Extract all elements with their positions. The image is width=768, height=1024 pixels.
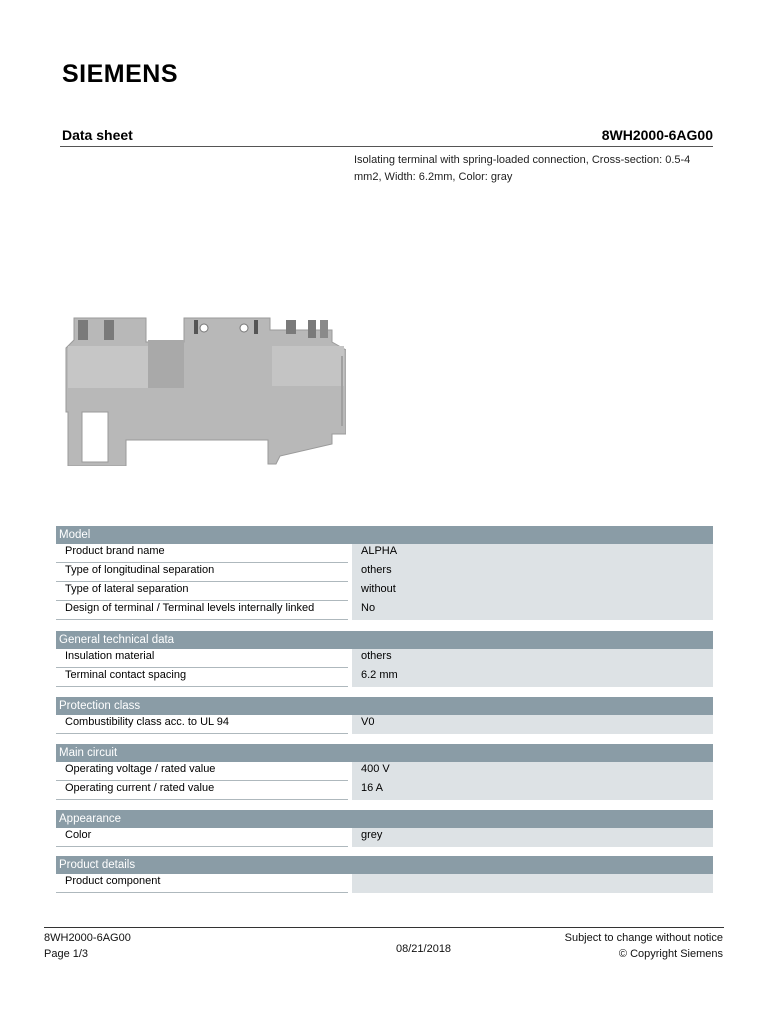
siemens-logo: SIEMENS	[62, 60, 179, 88]
footer-notice: Subject to change without notice	[564, 932, 723, 944]
footer-left	[44, 930, 131, 962]
footer-copyright: © Copyright Siemens	[618, 948, 723, 960]
row-value: 400 V	[352, 762, 713, 781]
terminal-block-image	[64, 316, 346, 466]
row-label: Operating current / rated value	[56, 781, 348, 800]
row-label: Design of terminal / Terminal levels internally linked	[56, 601, 348, 620]
row-label: Color	[56, 828, 348, 847]
section-header: General technical data	[56, 631, 713, 649]
page-title: Data sheet	[62, 127, 133, 143]
table-row	[56, 828, 713, 847]
row-label: Insulation material	[56, 649, 348, 668]
section-header: Product details	[56, 856, 713, 874]
product-description: Isolating terminal with spring-loaded connection, Cross-section: 0.5-4 mm2, Width: 6.2mm, Color: gray	[354, 154, 691, 183]
table-row	[56, 544, 713, 563]
section-header: Protection class	[56, 697, 713, 715]
row-label: Combustibility class acc. to UL 94	[56, 715, 348, 734]
table-row	[56, 649, 713, 668]
table-row	[56, 668, 713, 687]
row-value	[352, 874, 713, 893]
row-label: Type of lateral separation	[56, 582, 348, 601]
row-value: 6.2 mm	[352, 668, 713, 687]
row-value: without	[352, 582, 713, 601]
spec-section-protection	[56, 697, 713, 734]
section-header: Main circuit	[56, 744, 713, 762]
table-row	[56, 781, 713, 800]
row-label: Terminal contact spacing	[56, 668, 348, 687]
footer-article-number: 8WH2000-6AG00	[44, 932, 131, 944]
section-header: Model	[56, 526, 713, 544]
spec-section-appearance	[56, 810, 713, 847]
row-label: Product brand name	[56, 544, 348, 563]
section-header: Appearance	[56, 810, 713, 828]
spec-section-product-details	[56, 856, 713, 893]
footer-date: 08/21/2018	[396, 943, 452, 955]
row-value: ALPHA	[352, 544, 713, 563]
table-row	[56, 874, 713, 893]
spec-section-main-circuit	[56, 744, 713, 800]
footer-right	[565, 930, 723, 962]
table-row	[56, 563, 713, 582]
table-row	[56, 601, 713, 620]
footer-page-number: Page 1/3	[44, 948, 89, 960]
table-row	[56, 715, 713, 734]
row-value: No	[352, 601, 713, 620]
title-row	[60, 127, 713, 147]
article-number: 8WH2000-6AG00	[601, 127, 713, 143]
row-value: others	[352, 649, 713, 668]
spec-section-model	[56, 526, 713, 620]
spec-section-general	[56, 631, 713, 687]
row-label: Operating voltage / rated value	[56, 762, 348, 781]
table-row	[56, 762, 713, 781]
row-value: others	[352, 563, 713, 582]
row-value: 16 A	[352, 781, 713, 800]
table-row	[56, 582, 713, 601]
row-label: Type of longitudinal separation	[56, 563, 348, 582]
footer-divider	[44, 927, 724, 928]
row-value: V0	[352, 715, 713, 734]
row-label: Product component	[56, 874, 348, 893]
row-value: grey	[352, 828, 713, 847]
